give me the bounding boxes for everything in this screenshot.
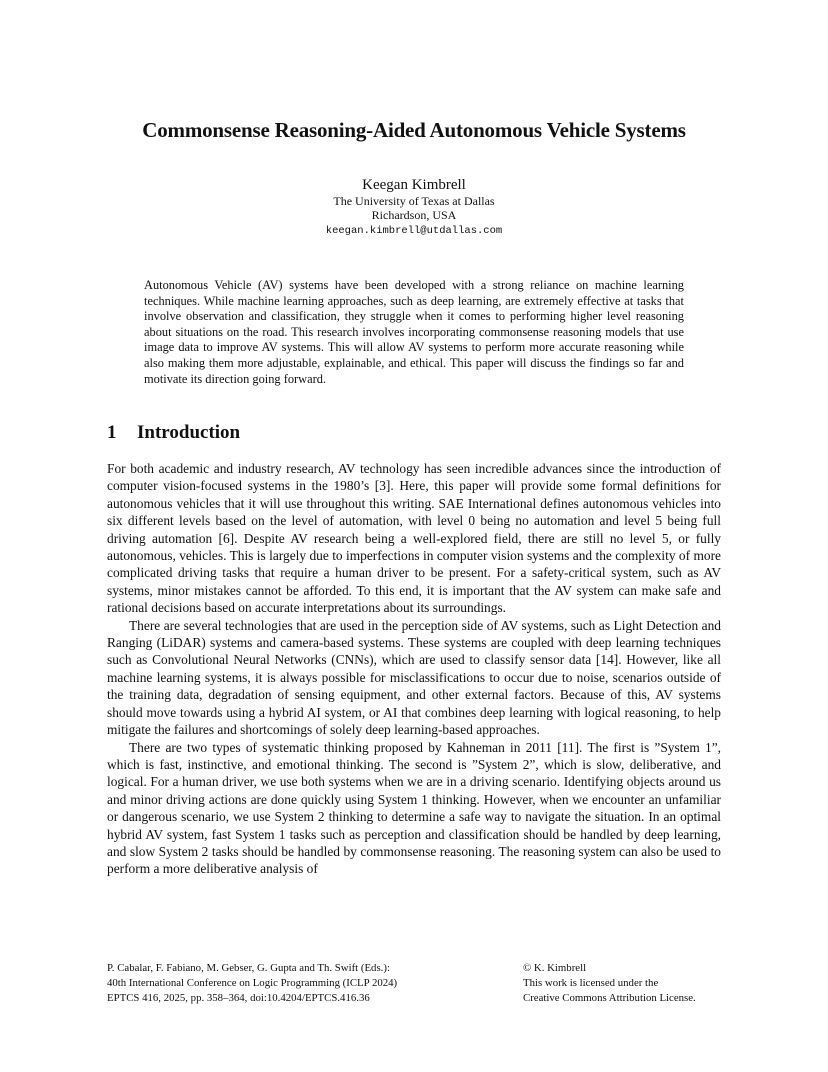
author-email: keegan.kimbrell@utdallas.com (325, 225, 503, 237)
body-paragraph: For both academic and industry research, AV technology has seen incredible advances since the introduction of computer vision-focused systems in the 1980’s [3]. Here, this paper will provide some formal definitions for autonomous vehicles that it will use throughout this writing. SAE International defines autonomous vehicles into six different levels based on the level of automation, with level 0 being no automation and level 5 being full driving automation [6]. Despite AV research being a well-explored field, there are still no level 5, or fully autonomous, vehicles. This is largely due to imperfections in computer vision systems and the complexity of more complicated driving tasks that require a human driver to be present. For a safety-critical system, such as AV systems, minor mistakes cannot be afforded. To this end, it is important that the AV system can make safe and rational decisions based on accurate interpretations about its surroundings. (107, 461, 721, 616)
author-name: Keegan Kimbrell (362, 177, 466, 193)
footer-citation-line: 40th International Conference on Logic Programming (ICLP 2024) (107, 977, 398, 989)
footer-citation (107, 961, 397, 1006)
affiliation-location: Richardson, USA (371, 208, 457, 222)
affiliation-institution: The University of Texas at Dallas (333, 194, 495, 208)
footer-license (523, 961, 696, 1006)
footer-citation-line: EPTCS 416, 2025, pp. 358–364, doi:10.4204/EPTCS.416.36 (107, 992, 370, 1004)
author-affiliation (0, 194, 828, 222)
footer-license-line: © K. Kimbrell (523, 962, 587, 974)
section-heading (107, 421, 240, 445)
abstract: Autonomous Vehicle (AV) systems have been developed with a strong reliance on machine learning techniques. While machine learning approaches, such as deep learning, are extremely effective at tasks that involve observation and classification, they struggle when it comes to performing higher level reasoning about situations on the road. This research involves incorporating commonsense reasoning models that use image data to improve AV systems. This will allow AV systems to perform more accurate reasoning while also making them more adjustable, explainable, and ethical. This paper will discuss the findings so far and motivate its direction going forward. (144, 278, 684, 386)
section-number: 1 (107, 422, 117, 443)
body-paragraph: There are several technologies that are used in the perception side of AV systems, such as Light Detection and Ranging (LiDAR) systems and camera-based systems. These systems are coupled with deep learning techniques such as Convolutional Neural Networks (CNNs), which are used to classify sensor data [14]. However, like all machine learning systems, it is always possible for misclassifications to occur due to noise, scenarios outside of the training data, degradation of sensing equipment, and other external factors. Because of this, AV systems should move towards using a hybrid AI system, or AI that combines deep learning with logical reasoning, to help mitigate the failures and shortcomings of solely deep learning-based approaches. (107, 617, 721, 738)
section-title: Introduction (137, 422, 241, 443)
section-body (107, 460, 721, 878)
body-paragraph: There are two types of systematic thinking proposed by Kahneman in 2011 [11]. The first is ”System 1”, which is fast, instinctive, and emotional thinking. The second is ”System 2”, which is slow, deliberative, and logical. For a human driver, we use both systems when we are in a driving scenario. Identifying objects around us and minor driving actions are done quickly using System 1 thinking. However, when we encounter an unfamiliar or dangerous scenario, we use System 2 thinking to determine a safe way to navigate the situation. In an optimal hybrid AV system, fast System 1 tasks such as perception and classification should be handled by deep learning, and slow System 2 tasks should be handled by commonsense reasoning. The reasoning system can also be used to perform a more deliberative analysis of (107, 739, 721, 877)
footer-license-line: Creative Commons Attribution License. (523, 992, 696, 1004)
paper-title: Commonsense Reasoning-Aided Autonomous Vehicle Systems (142, 118, 686, 142)
footer-license-line: This work is licensed under the (523, 977, 659, 989)
footer-citation-line: P. Cabalar, F. Fabiano, M. Gebser, G. Gupta and Th. Swift (Eds.): (107, 962, 390, 974)
